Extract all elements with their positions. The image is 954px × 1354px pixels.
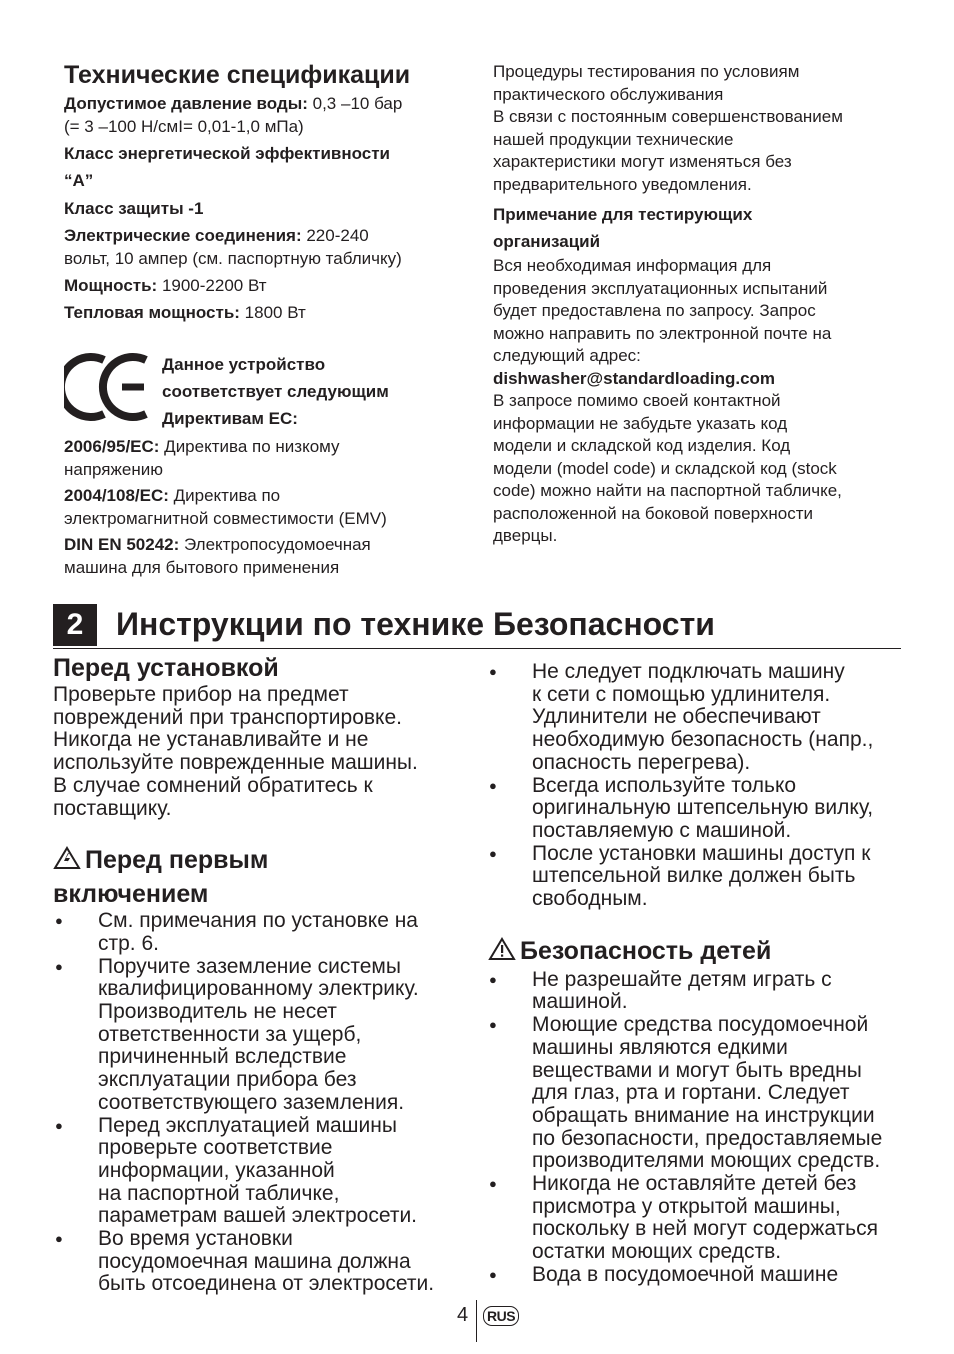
warning-icon [488, 937, 516, 969]
list-item: ● Перед эксплуатацией машины проверьте соответствие информации, указанной на паспортной табличке, параметрам вашей электросети. [53, 1115, 473, 1229]
ce-statement: Данное устройство соответствует следующим Директивам ЕС: [162, 355, 389, 428]
list-item: ● Не следует подключать машину к сети с помощью удлинителя. Удлинители не обеспечивают необходимую безопасность (напр., опасность перегрева). [487, 661, 927, 775]
spec-heat: Тепловая мощность: 1800 Вт [64, 303, 306, 322]
note-title: Примечание для тестирующих организаций [493, 205, 753, 251]
list-item: ● После установки машины доступ к штепсельной вилке должен быть свободным. [487, 843, 927, 911]
list-item: ● Не разрешайте детям играть с машиной. [487, 969, 927, 1014]
spec-energy-class: Класс энергетической эффективности “A” [64, 144, 391, 190]
language-badge: RUS [483, 1306, 519, 1326]
first-use-title: Перед первым включением [53, 846, 269, 909]
list-item: ● Во время установки посудомоечная машина должна быть отсоединена от электросети. [53, 1228, 473, 1296]
list-item: ● Поручите заземление системы квалифицированному электрику. Производитель не несет ответственности за ущерб, причиненный вследствие эксплуатации прибора без соответствующего заземления. [53, 956, 473, 1115]
left-column [53, 652, 473, 1296]
before-install-text: Проверьте прибор на предмет повреждений при транспортировке. Никогда не устанавливайте и не используйте поврежденные машины. В случае сомнений обратитесь к поставщику. [53, 683, 418, 820]
contact-email: dishwasher@standardloading.com [493, 368, 776, 388]
spec-power: Мощность: 1900-2200 Вт [64, 276, 267, 295]
list-item: ● См. примечания по установке на стр. 6. [53, 910, 473, 955]
right-bullet-list [487, 661, 927, 911]
right-column [487, 661, 927, 1287]
directive-item: 2004/108/EC: Директива по электромагнитной совместимости (EMV) [64, 486, 387, 528]
before-install-title: Перед установкой [53, 654, 279, 682]
page-number: 4 [457, 1304, 469, 1326]
footer-divider [476, 1300, 477, 1342]
spec-protection-class: Класс защиты -1 [64, 199, 204, 218]
specs-block [64, 60, 464, 324]
section-title: Инструкции по технике Безопасности [116, 606, 715, 642]
spec-water-pressure: Допустимое давление воды: 0,3 –10 бар (= 3 –100 Н/смІ= 0,01-1,0 мПа) [64, 94, 403, 136]
child-safety-list [487, 969, 927, 1287]
testing-info: Процедуры тестирования по условиям практического обслуживания В связи с постоянным совершенствованием нашей продукции технические характеристики могут изменяться без предварительного уведомления. Примечание для тестирующих организаций Вся необходимая информация для проведения эксплуатационных испытаний будет предоставлена по запросу. Запрос можно направить по электронной почте на следующий адрес: dishwasher@standardloading.com В запросе помимо своей контактной информации не забудьте указать код модели и складской код изделия. Код модели (model code) и складской код (stock code) можно найти на паспортной табличке, расположенной на боковой поверхности дверцы. [493, 61, 913, 548]
specs-title: Технические спецификации [64, 61, 411, 89]
directive-item: 2006/95/EC: Директива по низкому напряжению [64, 437, 340, 479]
list-item: ● Никогда не оставляйте детей без присмотра у открытой машины, поскольку в ней могут содержаться остатки моющих средств. [487, 1173, 927, 1264]
ce-mark-icon [64, 352, 154, 422]
directives-list [64, 436, 464, 579]
list-item: ● Моющие средства посудомоечной машины являются едкими веществами и могут быть вредны для глаз, рта и гортани. Следует обращать внимание на инструкции по безопасности, предоставляемые производителями моющих средств. [487, 1014, 927, 1173]
directive-item: DIN EN 50242: Электропосудомоечная машина для бытового применения [64, 535, 371, 577]
spec-electric: Электрические соединения: 220-240 вольт, 10 ампер (см. паспортную табличку) [64, 226, 402, 268]
child-safety-title: Безопасность детей [487, 935, 927, 969]
first-use-list [53, 910, 473, 1296]
section-number: 2 [53, 604, 97, 646]
warning-icon [53, 846, 81, 878]
section-divider [53, 648, 901, 649]
list-item: ● Всегда используйте только оригинальную штепсельную вилку, поставляемую с машиной. [487, 775, 927, 843]
list-item: ● Вода в посудомоечной машине [487, 1264, 927, 1287]
